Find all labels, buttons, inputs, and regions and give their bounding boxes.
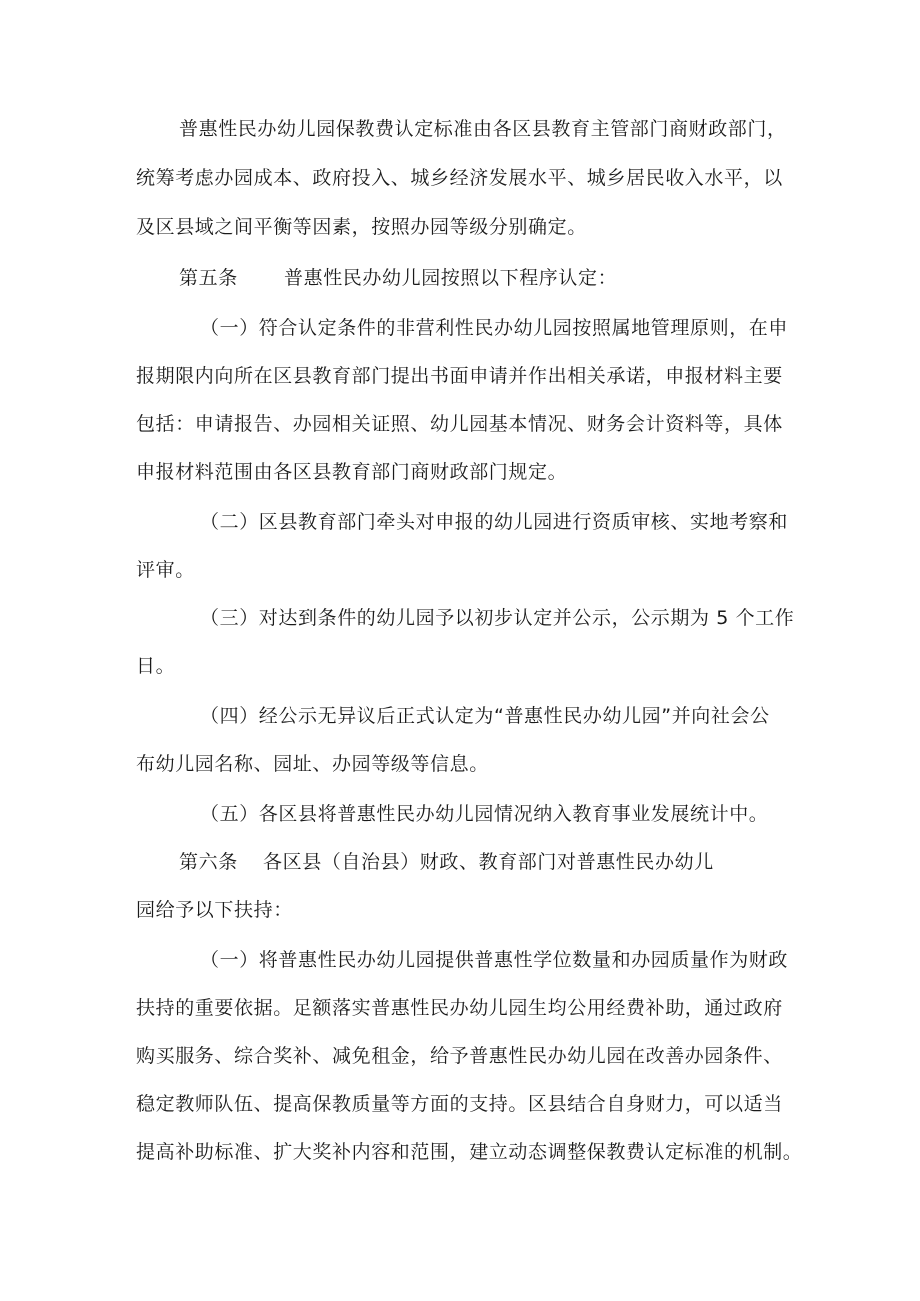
paragraph-line: 日。 (136, 655, 176, 677)
paragraph-line: （四）经公示无异议后正式认定为“普惠性民办幼儿园”并向社会公 (200, 705, 770, 727)
paragraph-line: 包括：申请报告、办园相关证照、幼儿园基本情况、财务会计资料等，具体 (136, 413, 783, 435)
paragraph-line: 提高补助标准、扩大奖补内容和范围，建立动态调整保教费认定标准的机制。 (136, 1141, 803, 1163)
paragraph-line: （一）将普惠性民办幼儿园提供普惠性学位数量和办园质量作为财政 (200, 949, 789, 971)
paragraph-line: （五）各区县将普惠性民办幼儿园情况纳入教育事业发展统计中。 (200, 803, 769, 825)
paragraph-line: 评审。 (136, 559, 195, 581)
article-6-text: 各区县（自治县）财政、教育部门对普惠性民办幼儿 (263, 851, 714, 873)
paragraph-line: 普惠性民办幼儿园保教费认定标准由各区县教育主管部门商财政部门， (179, 118, 787, 140)
paragraph-line: （一）符合认定条件的非营利性民办幼儿园按照属地管理原则，在申 (200, 317, 789, 339)
paragraph-line: 扶持的重要依据。足额落实普惠性民办幼儿园生均公用经费补助，通过政府 (136, 997, 783, 1019)
paragraph-line: 购买服务、综合奖补、减免租金，给予普惠性民办幼儿园在改善办园条件、 (136, 1045, 783, 1067)
article-5-text: 普惠性民办幼儿园按照以下程序认定： (284, 267, 618, 289)
paragraph-line: 申报材料范围由各区县教育部门商财政部门规定。 (136, 461, 568, 483)
paragraph-line: 报期限内向所在区县教育部门提出书面申请并作出相关承诺，申报材料主要 (136, 365, 783, 387)
paragraph-line: 园给予以下扶持： (136, 899, 293, 921)
paragraph-line: 布幼儿园名称、园址、办园等级等信息。 (136, 753, 489, 775)
paragraph-line: 及区县域之间平衡等因素，按照办园等级分别确定。 (136, 216, 587, 238)
paragraph-line: 稳定教师队伍、提高保教质量等方面的支持。区县结合自身财力，可以适当 (136, 1093, 783, 1115)
article-6-label: 第六条 (179, 851, 238, 873)
paragraph-line: （三）对达到条件的幼儿园予以初步认定并公示，公示期为 5 个工作 (200, 607, 795, 629)
article-5-label: 第五条 (179, 267, 238, 289)
paragraph-line: （二）区县教育部门牵头对申报的幼儿园进行资质审核、实地考察和 (200, 511, 789, 533)
paragraph-line: 统筹考虑办园成本、政府投入、城乡经济发展水平、城乡居民收入水平，以 (136, 167, 783, 189)
